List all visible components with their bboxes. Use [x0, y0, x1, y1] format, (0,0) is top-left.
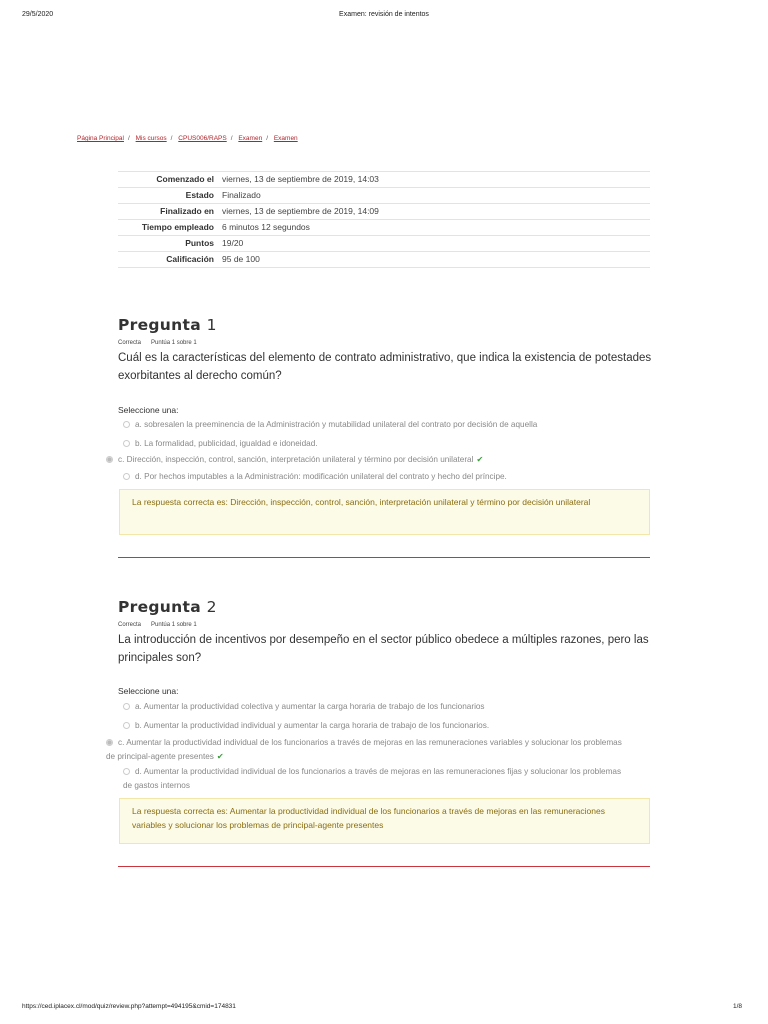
option-label: c. Aumentar la productividad individual de los funcionarios a través de mejoras en las remuneraciones variables y solucionar los problemas de principal-agente presentes: [106, 738, 622, 761]
breadcrumb: Página Principal / Mis cursos / CPUS006/RAPS / Examen / Examen: [77, 135, 298, 142]
question-title-word: Pregunta: [118, 316, 201, 334]
question-status: Correcta: [118, 340, 142, 346]
radio-icon[interactable]: [123, 768, 130, 775]
question-number: 1: [206, 316, 217, 334]
summary-key: Finalizado en: [118, 204, 220, 220]
summary-value: 95 de 100: [220, 252, 650, 268]
breadcrumb-course[interactable]: CPUS006/RAPS: [178, 135, 227, 142]
radio-selected-icon[interactable]: [106, 739, 113, 746]
summary-value: 6 minutos 12 segundos: [220, 220, 650, 236]
question-1-prompt: Seleccione una:: [118, 405, 179, 415]
radio-icon[interactable]: [123, 440, 130, 447]
question-score: Puntúa 1 sobre 1: [151, 340, 197, 346]
question-divider: [118, 557, 650, 558]
print-url: https://ced.iplacex.cl/mod/quiz/review.php?attempt=494195&cmid=174831: [22, 1003, 236, 1010]
breadcrumb-section[interactable]: Examen: [238, 135, 263, 142]
q1-option-d[interactable]: [123, 470, 507, 484]
summary-row-state: [118, 188, 650, 204]
q1-option-a[interactable]: [123, 418, 537, 432]
question-status: Correcta: [118, 622, 142, 628]
check-icon: ✔: [476, 455, 484, 464]
summary-key: Calificación: [118, 252, 220, 268]
q2-option-b[interactable]: [123, 719, 489, 733]
q2-option-a[interactable]: [123, 700, 485, 714]
breadcrumb-home[interactable]: Página Principal: [77, 135, 124, 142]
question-score: Puntúa 1 sobre 1: [151, 622, 197, 628]
print-page-number: 1/8: [732, 1003, 742, 1010]
summary-key: Tiempo empleado: [118, 220, 220, 236]
summary-row-points: [118, 236, 650, 252]
radio-icon[interactable]: [123, 703, 130, 710]
option-label: a. sobresalen la preeminencia de la Administración y mutabilidad unilateral del contrato por decisión de aquella: [135, 420, 538, 429]
summary-row-finished: [118, 204, 650, 220]
question-2-feedback: La respuesta correcta es: Aumentar la productividad individual de los funcionarios a través de mejoras en las remuneraciones variables y solucionar los problemas de principal-agente presentes: [119, 798, 650, 844]
question-1-title: [118, 316, 217, 334]
radio-icon[interactable]: [123, 722, 130, 729]
question-1-text: Cuál es la características del elemento de contrato administrativo, que indica la existencia de potestades exorbitantes al derecho común?: [118, 352, 652, 382]
question-2-info: [118, 622, 207, 628]
summary-key: Comenzado el: [118, 172, 220, 188]
question-title-word: Pregunta: [118, 598, 201, 616]
summary-row-time: [118, 220, 650, 236]
radio-selected-icon[interactable]: [106, 456, 113, 463]
check-icon: ✔: [216, 752, 224, 761]
summary-value: 19/20: [220, 236, 650, 252]
breadcrumb-my-courses[interactable]: Mis cursos: [135, 135, 167, 142]
summary-value: viernes, 13 de septiembre de 2019, 14:03: [220, 172, 650, 188]
q1-option-b[interactable]: [123, 437, 318, 451]
question-divider: [118, 866, 650, 867]
radio-icon[interactable]: [123, 421, 130, 428]
summary-value: viernes, 13 de septiembre de 2019, 14:09: [220, 204, 650, 220]
radio-icon[interactable]: [123, 473, 130, 480]
option-label: a. Aumentar la productividad colectiva y aumentar la carga horaria de trabajo de los funcionarios: [135, 702, 485, 711]
print-title: Examen: revisión de intentos: [339, 11, 429, 18]
q2-option-c[interactable]: [106, 736, 626, 764]
summary-key: Puntos: [118, 236, 220, 252]
breadcrumb-quiz[interactable]: Examen: [273, 135, 298, 142]
question-number: 2: [206, 598, 217, 616]
question-1-feedback: La respuesta correcta es: Dirección, inspección, control, sanción, interpretación unilateral y término por decisión unilateral: [119, 489, 650, 535]
question-2-text: La introducción de incentivos por desempeño en el sector público obedece a múltiples razones, pero las principales son?: [118, 634, 649, 664]
option-label: d. Aumentar la productividad individual de los funcionarios a través de mejoras en las remuneraciones fijas y solucionar los problemas de gastos internos: [123, 767, 622, 790]
summary-key: Estado: [118, 188, 220, 204]
question-2-prompt: Seleccione una:: [118, 686, 179, 696]
summary-row-grade: [118, 252, 650, 268]
summary-row-started: [118, 172, 650, 188]
option-label: d. Por hechos imputables a la Administración: modificación unilateral del contrato y hecho del príncipe.: [135, 472, 507, 481]
question-1-info: [118, 340, 207, 346]
summary-value: Finalizado: [220, 188, 650, 204]
attempt-summary-table: [118, 171, 650, 268]
option-label: c. Dirección, inspección, control, sanción, interpretación unilateral y término por decisión unilateral: [118, 455, 474, 464]
q2-option-d[interactable]: [123, 765, 623, 793]
print-date: 29/5/2020: [22, 11, 54, 18]
q1-option-c[interactable]: [106, 453, 483, 467]
question-2-title: [118, 598, 217, 616]
option-label: b. Aumentar la productividad individual y aumentar la carga horaria de trabajo de los funcionarios.: [135, 721, 490, 730]
option-label: b. La formalidad, publicidad, igualdad e idoneidad.: [135, 439, 318, 448]
